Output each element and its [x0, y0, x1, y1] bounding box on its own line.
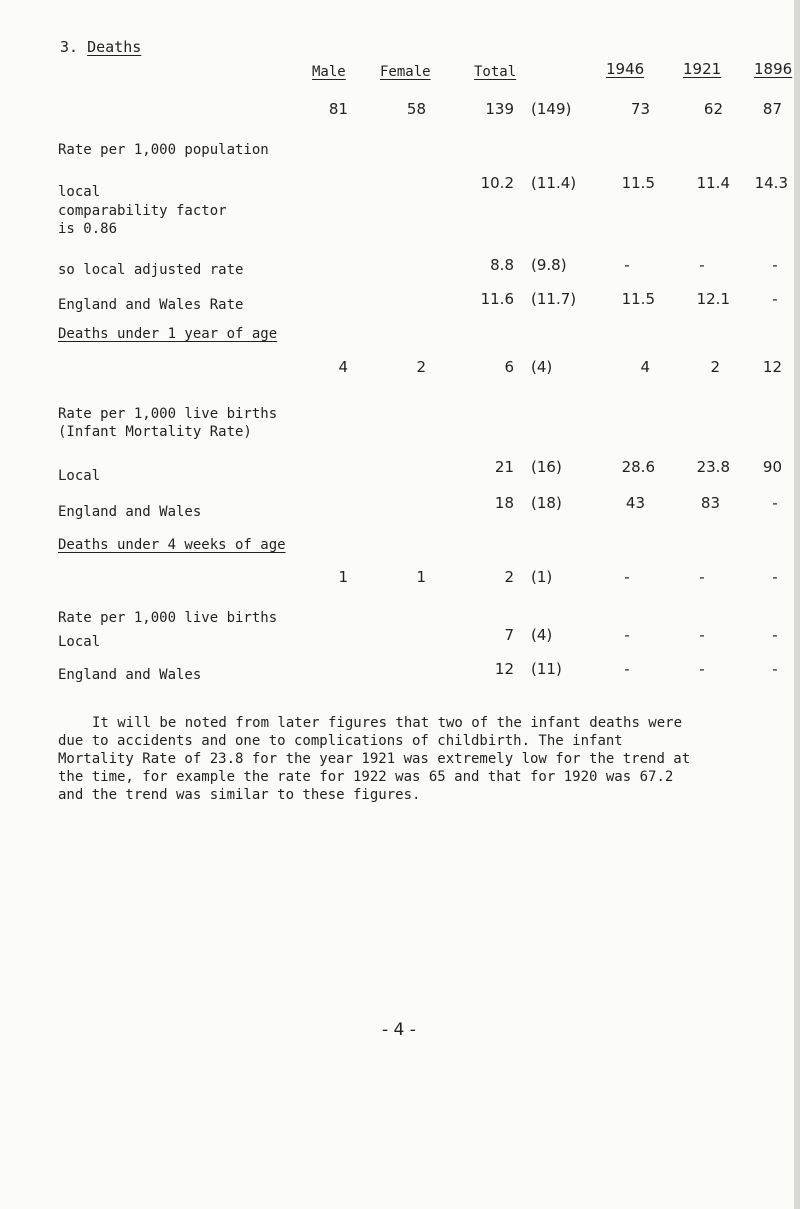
section-number: 3.	[60, 38, 79, 56]
under1-male: 4	[338, 358, 348, 376]
page-edge-shadow	[794, 0, 800, 1209]
neonatal-england-1921: -	[699, 660, 705, 678]
neonatal-england-total: 12	[494, 660, 514, 678]
notes-line-2: due to accidents and one to complications of childbirth. The infant	[58, 733, 623, 749]
infant-england-label: England and Wales	[58, 504, 202, 520]
under4w-1896: -	[772, 568, 778, 586]
adjusted-rate-1896: -	[772, 256, 778, 274]
deaths-female: 58	[406, 100, 426, 118]
deaths-1946: 73	[630, 100, 650, 118]
header-male: Male	[312, 64, 346, 80]
england-rate-label: England and Wales Rate	[58, 297, 244, 313]
local-rate-1946: 11.5	[621, 174, 655, 192]
under4w-paren: (1)	[531, 568, 553, 586]
header-1921: 1921	[683, 60, 722, 78]
deaths-1896: 87	[762, 100, 782, 118]
notes-line-3: Mortality Rate of 23.8 for the year 1921 was extremely low for the trend at	[58, 751, 691, 767]
adjusted-rate-1946: -	[624, 256, 630, 274]
under1-female: 2	[416, 358, 426, 376]
page-number: - 4 -	[382, 1020, 416, 1040]
england-rate-total: 11.6	[480, 290, 514, 308]
adjusted-rate-paren: (9.8)	[531, 256, 567, 274]
under4w-1921: -	[699, 568, 705, 586]
neonatal-local-1946: -	[624, 626, 630, 644]
under1-1946: 4	[640, 358, 650, 376]
england-rate-paren: (11.7)	[531, 290, 577, 308]
infant-local-total: 21	[494, 458, 514, 476]
england-rate-1946: 11.5	[621, 290, 655, 308]
comparability-line-1: comparability factor	[58, 203, 227, 219]
infant-england-1946: 43	[625, 494, 645, 512]
section-title: Deaths	[87, 38, 142, 56]
under4w-1946: -	[624, 568, 630, 586]
neonatal-local-1896: -	[772, 626, 778, 644]
under4w-heading: Deaths under 4 weeks of age	[58, 537, 286, 553]
neonatal-england-1896: -	[772, 660, 778, 678]
local-rate-1896: 14.3	[754, 174, 788, 192]
infant-rate-line-2: (Infant Mortality Rate)	[58, 424, 252, 440]
under4w-female: 1	[416, 568, 426, 586]
header-1946: 1946	[606, 60, 645, 78]
neonatal-local-label: Local	[58, 634, 101, 650]
under4w-total: 2	[504, 568, 514, 586]
under1-paren: (4)	[531, 358, 553, 376]
deaths-male: 81	[328, 100, 348, 118]
infant-england-1921: 83	[700, 494, 720, 512]
deaths-1921: 62	[703, 100, 723, 118]
local-rate-1921: 11.4	[696, 174, 730, 192]
infant-local-1921: 23.8	[696, 458, 730, 476]
neonatal-local-total: 7	[504, 626, 514, 644]
infant-england-paren: (18)	[531, 494, 562, 512]
neonatal-local-1921: -	[699, 626, 705, 644]
infant-rate-line-1: Rate per 1,000 live births	[58, 406, 278, 422]
header-female: Female	[380, 64, 431, 80]
adjusted-rate-1921: -	[699, 256, 705, 274]
notes-paragraph	[58, 714, 776, 804]
adjusted-rate-label: so local adjusted rate	[58, 262, 244, 278]
under1-1921: 2	[710, 358, 720, 376]
infant-local-1896: 90	[762, 458, 782, 476]
rate-population-heading: Rate per 1,000 population	[58, 142, 269, 158]
neonatal-england-paren: (11)	[531, 660, 562, 678]
header-1896: 1896	[754, 60, 793, 78]
infant-local-1946: 28.6	[621, 458, 655, 476]
neonatal-england-1946: -	[624, 660, 630, 678]
local-rate-paren: (11.4)	[531, 174, 577, 192]
section-heading	[60, 38, 141, 56]
under1-1896: 12	[762, 358, 782, 376]
local-rate-label: local	[58, 184, 101, 200]
deaths-paren: (149)	[531, 100, 572, 118]
notes-line-5: and the trend was similar to these figures.	[58, 787, 421, 803]
local-rate-total: 10.2	[480, 174, 514, 192]
notes-line-4: the time, for example the rate for 1922 was 65 and that for 1920 was 67.2	[58, 769, 674, 785]
neonatal-local-paren: (4)	[531, 626, 553, 644]
england-rate-1921: 12.1	[696, 290, 730, 308]
infant-england-total: 18	[494, 494, 514, 512]
header-total: Total	[474, 64, 517, 80]
notes-line-1: It will be noted from later figures that two of the infant deaths were	[92, 715, 683, 731]
infant-local-label: Local	[58, 468, 101, 484]
neonatal-england-label: England and Wales	[58, 667, 202, 683]
infant-local-paren: (16)	[531, 458, 562, 476]
england-rate-1896: -	[772, 290, 778, 308]
under4w-male: 1	[338, 568, 348, 586]
neonatal-rate-line: Rate per 1,000 live births	[58, 610, 278, 626]
deaths-total: 139	[485, 100, 514, 118]
under1-heading: Deaths under 1 year of age	[58, 326, 278, 342]
infant-england-1896: -	[772, 494, 778, 512]
under1-total: 6	[504, 358, 514, 376]
adjusted-rate-total: 8.8	[490, 256, 514, 274]
comparability-line-2: is 0.86	[58, 221, 118, 237]
